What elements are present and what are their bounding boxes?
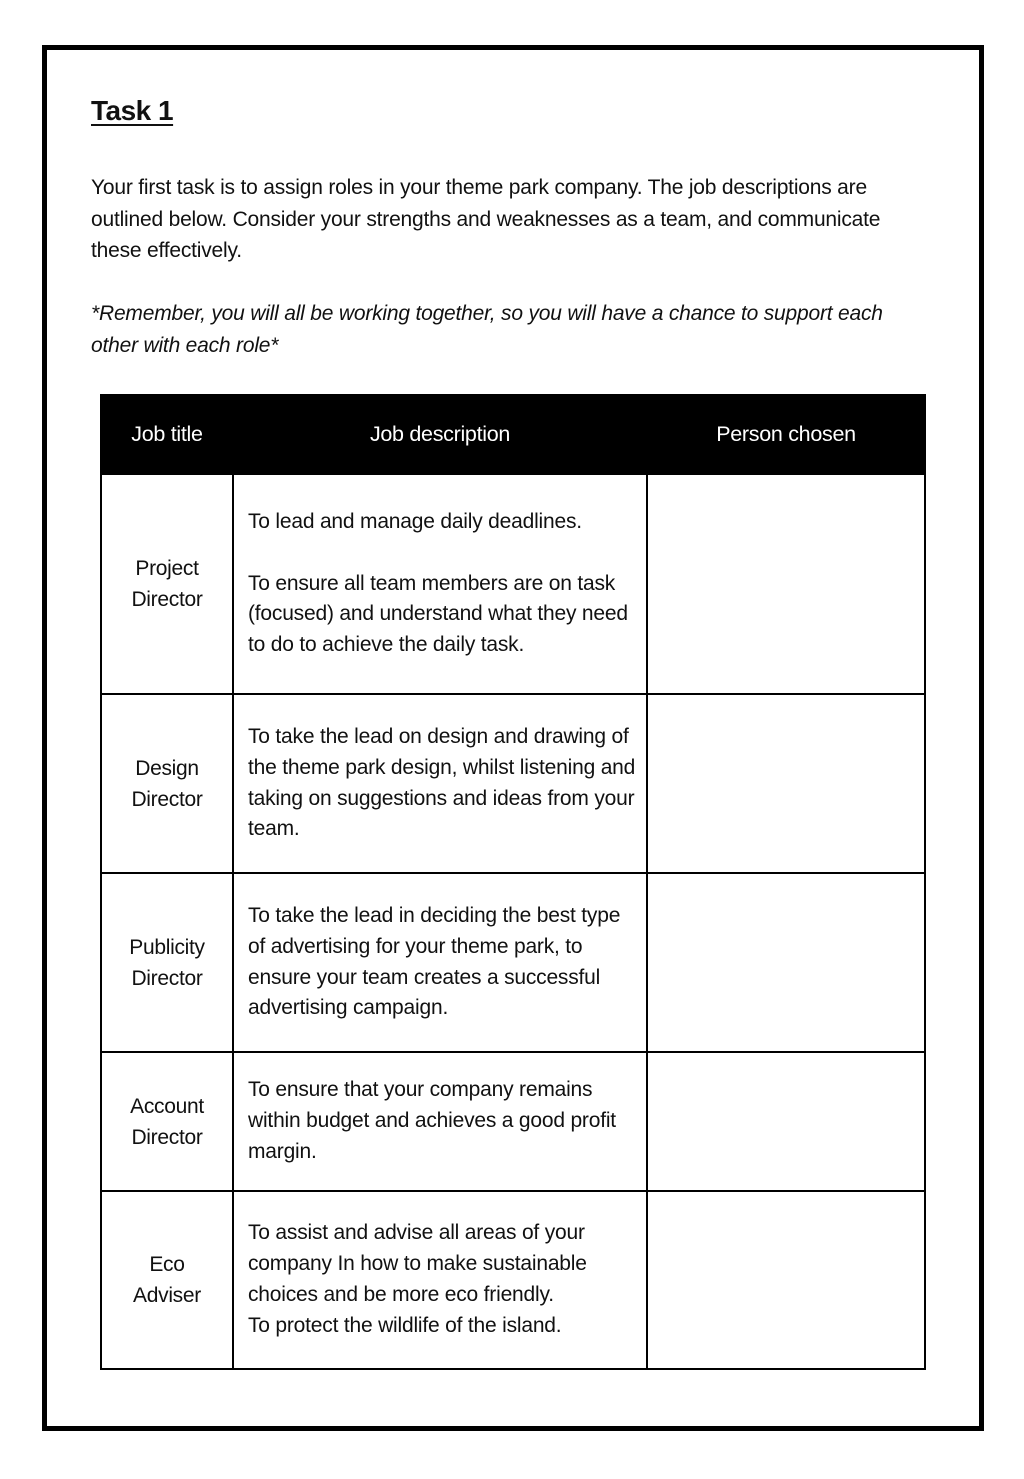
job-title-line: Eco	[149, 1253, 185, 1276]
job-description-text: To protect the wildlife of the island.	[248, 1313, 562, 1337]
job-description-cell	[233, 694, 647, 873]
job-title-line: Director	[131, 588, 203, 611]
job-description-cell	[233, 1052, 647, 1191]
job-title-line: Director	[131, 787, 203, 811]
table-row	[101, 873, 925, 1052]
person-chosen-cell[interactable]	[647, 1191, 925, 1369]
job-title-line: Director	[131, 1125, 203, 1149]
job-title-cell	[101, 1052, 233, 1191]
job-description-text: To lead and manage daily deadlines.	[248, 510, 582, 533]
job-description-text: To assist and advise all areas of your company In how to make sustainable choices and be more eco friendly.	[248, 1221, 587, 1306]
job-title-line: Publicity	[129, 935, 205, 959]
header-person-chosen: Person chosen	[647, 395, 925, 474]
job-title-line: Director	[131, 966, 203, 990]
job-description-cell	[233, 873, 647, 1052]
intro-paragraph: Your first task is to assign roles in your theme park company. The job descriptions are outlined below. Consider your strengths and weaknesses as a team, and communicate these effectively.	[91, 176, 881, 262]
table-row	[101, 1191, 925, 1369]
job-title-cell	[101, 873, 233, 1052]
job-description-text: To take the lead in deciding the best type of advertising for your theme park, to ensure your team creates a successful advertising campaign.	[248, 903, 621, 1020]
table-row	[101, 474, 925, 694]
header-job-title: Job title	[101, 395, 233, 474]
table-row	[101, 1052, 925, 1191]
job-description-cell	[233, 474, 647, 694]
page-title: Task 1	[91, 95, 174, 126]
job-description-cell	[233, 1191, 647, 1369]
person-chosen-cell[interactable]	[647, 474, 925, 694]
job-title-cell	[101, 1191, 233, 1369]
job-description-text: To ensure all team members are on task (focused) and understand what they need to do to achieve the daily task.	[248, 571, 628, 657]
table-row	[101, 694, 925, 873]
job-title-cell	[101, 694, 233, 873]
job-title-cell	[101, 474, 233, 694]
job-title-line: Project	[135, 557, 199, 580]
reminder-note: *Remember, you will all be working together, so you will have a chance to support each other with each role*	[91, 302, 883, 357]
job-title-line: Account	[130, 1094, 204, 1118]
table-header	[101, 395, 925, 474]
job-description-text: To ensure that your company remains within budget and achieves a good profit margin.	[248, 1078, 616, 1163]
person-chosen-cell[interactable]	[647, 694, 925, 873]
job-description-text: To take the lead on design and drawing of the theme park design, whilst listening and taking on suggestions and ideas from your team.	[248, 724, 636, 841]
roles-table	[100, 394, 926, 1370]
person-chosen-cell[interactable]	[647, 1052, 925, 1191]
header-job-description: Job description	[233, 395, 647, 474]
job-title-line: Adviser	[133, 1284, 201, 1307]
job-title-line: Design	[135, 756, 199, 780]
person-chosen-cell[interactable]	[647, 873, 925, 1052]
